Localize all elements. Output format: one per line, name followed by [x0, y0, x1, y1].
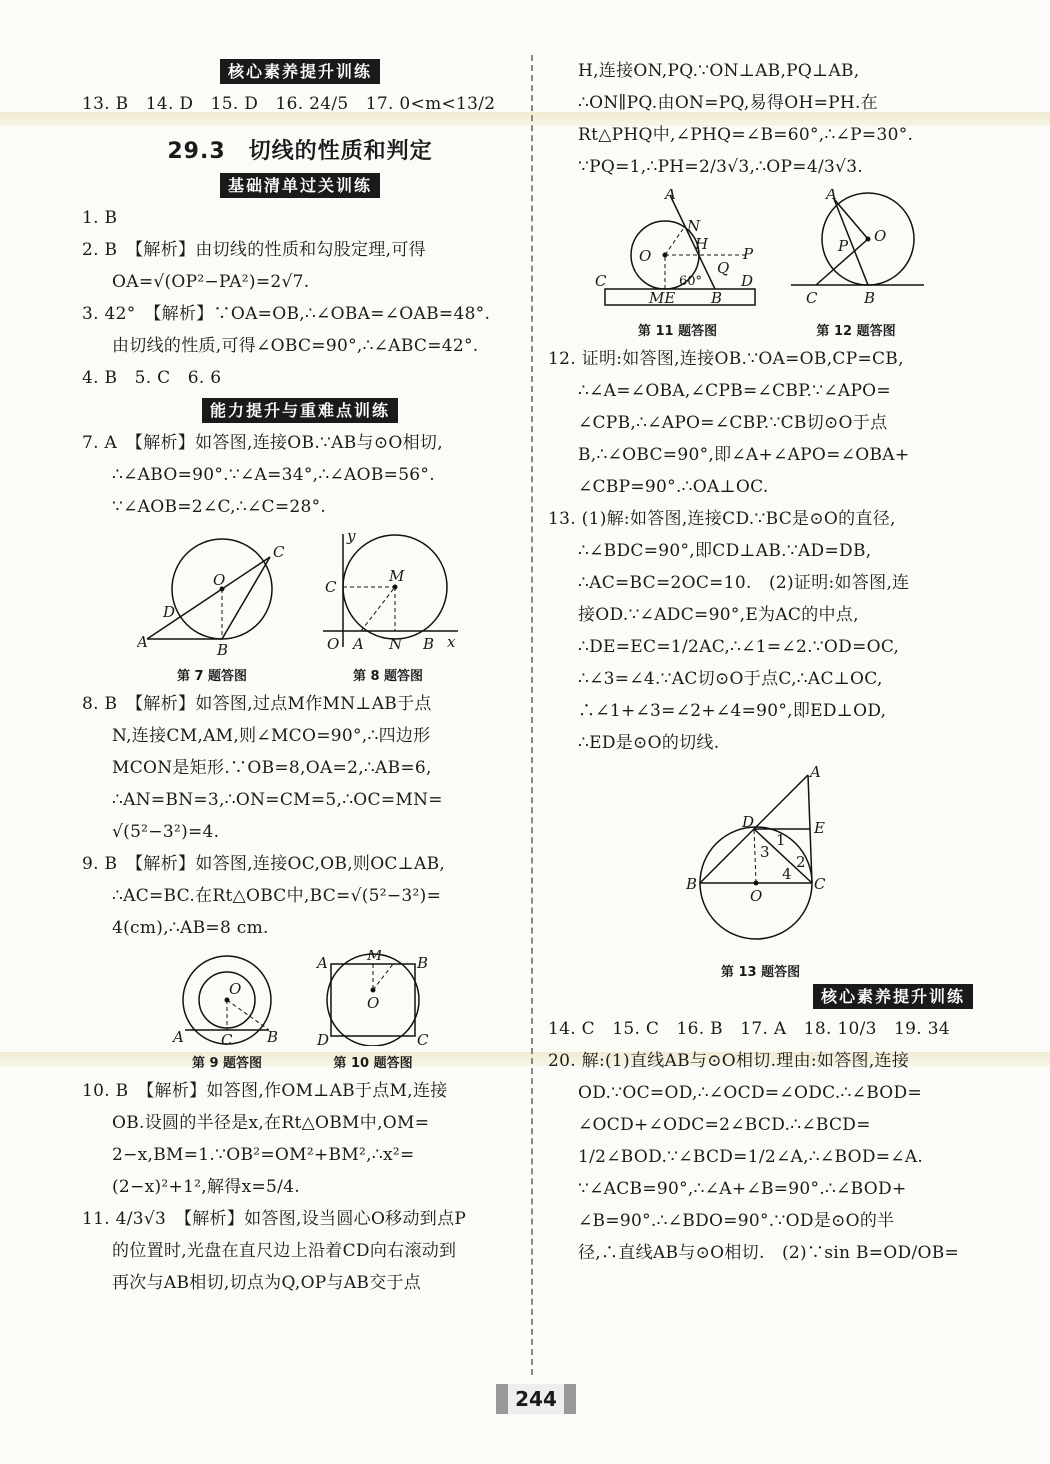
q10-line3: 2−x,BM=1.∵OB²=OM²+BM²,∴x²= — [112, 1145, 415, 1165]
f12-label-p: P — [838, 237, 849, 255]
f10-label-o: O — [367, 994, 380, 1012]
f7-label-c: C — [273, 543, 285, 561]
q2-line2: OA=√(OP²−PA²)=2√7. — [112, 272, 310, 292]
q8-line3: MCON是矩形.∵OB=8,OA=2,∴AB=6, — [112, 758, 432, 778]
q11-cont-line3: Rt△PHQ中,∠PHQ=∠B=60°,∴∠P=30°. — [578, 125, 914, 145]
q9-line1: 9. B 【解析】如答图,连接OC,OB,则OC⊥AB, — [82, 854, 446, 874]
f13-label-o: O — [749, 887, 762, 905]
f10-label-b: B — [417, 954, 429, 972]
q7-line1: 7. A 【解析】如答图,连接OB.∵AB与⊙O相切, — [82, 433, 443, 453]
f11-label-q: Q — [717, 259, 730, 277]
f8-label-n: N — [389, 635, 403, 653]
section-title: 29.3 切线的性质和判定 — [167, 139, 433, 164]
f8-label-o: O — [327, 635, 340, 653]
figure-13 — [686, 765, 836, 980]
f8-label-a: A — [353, 635, 364, 653]
f9-label-c: C — [221, 1031, 233, 1046]
q10-line4: (2−x)²+1²,解得x=5/4. — [112, 1177, 301, 1197]
q11-cont-line4: ∵PQ=1,∴PH=2/3√3,∴OP=4/3√3. — [578, 157, 864, 177]
f13-label-1: 1 — [775, 831, 786, 849]
q20-line5: ∵∠ACB=90°,∴∠A+∠B=90°.∴∠BOD+ — [578, 1179, 907, 1199]
f11-label-60: 60° — [679, 274, 703, 289]
f7-label-d: D — [163, 603, 176, 621]
q13-line8: ∴ED是⊙O的切线. — [578, 733, 720, 753]
f12-label-b: B — [864, 289, 876, 307]
f11-label-me: ME — [649, 289, 676, 307]
q11-line2: 的位置时,光盘在直尺边上沿着CD向右滚动到 — [112, 1241, 457, 1261]
q13-line7: ∴∠1+∠3=∠2+∠4=90°,即ED⊥OD, — [578, 701, 887, 721]
f10-label-d: D — [317, 1031, 330, 1046]
figures-9-10 — [82, 950, 518, 1071]
q12-line5: ∠CBP=90°.∴OA⊥OC. — [578, 477, 769, 497]
q12-line2: ∴∠A=∠OBA,∠CPB=∠CBP.∵∠APO= — [578, 381, 891, 401]
f11-label-c: C — [595, 272, 607, 290]
f9-label-o: O — [229, 980, 242, 998]
page-number: 244 — [496, 1384, 576, 1414]
q3-line2: 由切线的性质,可得∠OBC=90°,∴∠ABC=42°. — [112, 336, 479, 356]
q13-line4: 接OD.∵∠ADC=90°,E为AC的中点, — [578, 605, 859, 625]
f11-label-p: P — [743, 245, 754, 263]
q11-cont-line2: ∴ON∥PQ.由ON=PQ,易得OH=PH.在 — [578, 93, 878, 113]
caption-7: 第 7 题答图 — [176, 669, 248, 684]
figure-9-svg — [167, 950, 287, 1046]
figures-11-12 — [548, 189, 973, 339]
column-divider — [531, 55, 533, 1375]
banner-basic: 基础清单过关训练 — [82, 173, 518, 196]
q13-line2: ∴∠BDC=90°,即CD⊥AB.∵AD=DB, — [578, 541, 872, 561]
f7-label-o: O — [213, 571, 226, 589]
q8-line4: ∴AN=BN=3,∴ON=CM=5,∴OC=MN= — [112, 790, 443, 810]
right-column — [548, 55, 973, 1269]
f13-label-2: 2 — [795, 853, 806, 871]
caption-9: 第 9 题答图 — [191, 1056, 263, 1071]
caption-11: 第 11 题答图 — [637, 324, 718, 339]
f13-label-3: 3 — [759, 843, 770, 861]
q13-line5: ∴DE=EC=1/2AC,∴∠1=∠2.∵OD=OC, — [578, 637, 900, 657]
q20-line6: ∠B=90°.∴∠BDO=90°.∵OD是⊙O的半 — [578, 1211, 895, 1231]
q10-line2: OB.设圆的半径是x,在Rt△OBM中,OM= — [112, 1113, 430, 1133]
figure-7 — [137, 529, 287, 684]
q11-cont-line1: H,连接ON,PQ.∵ON⊥AB,PQ⊥AB, — [578, 61, 860, 81]
figures-13 — [548, 765, 973, 980]
f11-label-n: N — [687, 217, 701, 235]
left-column — [82, 55, 518, 1299]
q10-line1: 10. B 【解析】如答图,作OM⊥AB于点M,连接 — [82, 1081, 448, 1101]
answers-14-19: 14. C 15. C 16. B 17. A 18. 10/3 19. 34 — [548, 1019, 950, 1039]
q11-line1: 11. 4/3√3 【解析】如答图,设当圆心O移动到点P — [82, 1209, 467, 1229]
q20-line1: 20. 解:(1)直线AB与⊙O相切.理由:如答图,连接 — [548, 1051, 910, 1071]
q11-line3: 再次与AB相切,切点为Q,OP与AB交于点 — [112, 1273, 422, 1293]
q20-line4: 1/2∠BOD.∵∠BCD=1/2∠A,∴∠BOD=∠A. — [578, 1147, 924, 1167]
figure-8-svg — [313, 529, 463, 659]
q20-line7: 径,∴直线AB与⊙O相切. (2)∵sin B=OD/OB= — [578, 1243, 960, 1263]
q7-line2: ∴∠ABO=90°.∵∠A=34°,∴∠AOB=56°. — [112, 465, 435, 485]
f8-label-b: B — [423, 635, 435, 653]
f10-label-a: A — [317, 954, 328, 972]
q13-line6: ∴∠3=∠4.∵AC切⊙O于点C,∴AC⊥OC, — [578, 669, 883, 689]
q2-line1: 2. B 【解析】由切线的性质和勾股定理,可得 — [82, 240, 426, 260]
f13-label-e: E — [813, 819, 825, 837]
f13-label-a: A — [809, 765, 821, 781]
f12-label-a: A — [826, 189, 837, 203]
q9-line3: 4(cm),∴AB=8 cm. — [112, 918, 269, 938]
q12-line1: 12. 证明:如答图,连接OB.∵OA=OB,CP=CB, — [548, 349, 904, 369]
f11-label-b: B — [711, 289, 723, 307]
f8-label-y: y — [347, 529, 356, 545]
q12-line4: B,∴∠OBC=90°,即∠A+∠APO=∠OBA+ — [578, 445, 910, 465]
f13-label-b: B — [685, 875, 697, 893]
f11-label-a: A — [665, 189, 676, 203]
q3-line1: 3. 42° 【解析】∵OA=OB,∴∠OBA=∠OAB=48°. — [82, 304, 491, 324]
figure-11-svg — [595, 189, 760, 314]
q8-line1: 8. B 【解析】如答图,过点M作MN⊥AB于点 — [82, 694, 432, 714]
figure-9 — [167, 950, 287, 1071]
figure-12-svg — [786, 189, 926, 314]
f7-label-a: A — [137, 633, 148, 651]
f10-label-m: M — [367, 950, 383, 964]
q7-line3: ∵∠AOB=2∠C,∴∠C=28°. — [112, 497, 327, 517]
q20-line3: ∠OCD+∠ODC=2∠BCD.∴∠BCD= — [578, 1115, 871, 1135]
banner-core-bottom: 核心素养提升训练 — [548, 984, 973, 1007]
figures-7-8 — [82, 529, 518, 684]
q1: 1. B — [82, 208, 118, 228]
f13-label-4: 4 — [781, 865, 792, 883]
q13-line1: 13. (1)解:如答图,连接CD.∵BC是⊙O的直径, — [548, 509, 896, 529]
figure-8 — [313, 529, 463, 684]
caption-12: 第 12 题答图 — [816, 324, 896, 339]
figure-11 — [595, 189, 760, 339]
figure-7-svg — [137, 529, 287, 659]
f10-label-c: C — [417, 1031, 429, 1046]
q12-line3: ∠CPB,∴∠APO=∠CBP.∵CB切⊙O于点 — [578, 413, 888, 433]
q8-line5: √(5²−3²)=4. — [112, 822, 220, 842]
banner-ability: 能力提升与重难点训练 — [82, 398, 518, 421]
q13-line3: ∴AC=BC=2OC=10. (2)证明:如答图,连 — [578, 573, 910, 593]
f13-label-d: D — [741, 813, 754, 831]
f11-label-d: D — [741, 272, 754, 290]
figure-12 — [786, 189, 926, 339]
f11-label-o: O — [639, 247, 652, 265]
f12-label-o: O — [874, 227, 887, 245]
banner-core-top: 核心素养提升训练 — [82, 59, 518, 82]
q8-line2: N,连接CM,AM,则∠MCO=90°,∴四边形 — [112, 726, 431, 746]
f9-label-b: B — [267, 1028, 279, 1046]
f12-label-c: C — [806, 289, 818, 307]
answers-13-17: 13. B 14. D 15. D 16. 24/5 17. 0<m<13/2 — [82, 94, 496, 114]
f8-label-x: x — [447, 633, 456, 651]
figure-10 — [313, 950, 433, 1071]
caption-10: 第 10 题答图 — [333, 1056, 413, 1071]
caption-8: 第 8 题答图 — [352, 669, 424, 684]
caption-13: 第 13 题答图 — [720, 965, 801, 980]
q4-6: 4. B 5. C 6. 6 — [82, 368, 222, 388]
f8-label-c: C — [325, 578, 337, 596]
f8-label-m: M — [389, 567, 405, 585]
f7-label-b: B — [217, 641, 229, 659]
f11-label-h: H — [695, 235, 709, 253]
figure-13-svg — [686, 765, 836, 955]
f9-label-a: A — [173, 1028, 184, 1046]
q20-line2: OD.∵OC=OD,∴∠OCD=∠ODC.∴∠BOD= — [578, 1083, 923, 1103]
f13-label-c: C — [813, 875, 825, 893]
q9-line2: ∴AC=BC.在Rt△OBC中,BC=√(5²−3²)= — [112, 886, 442, 906]
figure-10-svg — [313, 950, 433, 1046]
